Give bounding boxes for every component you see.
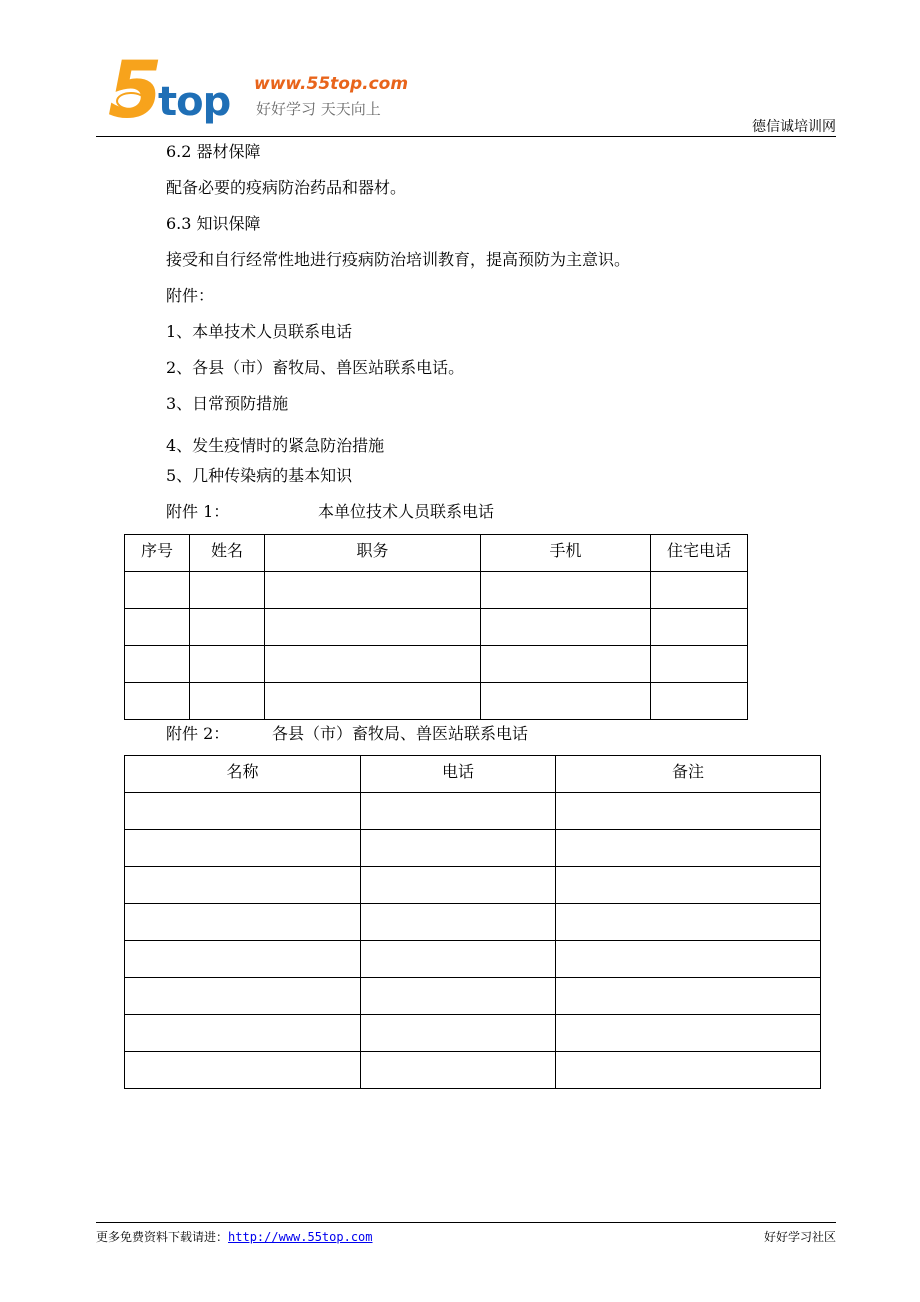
table-cell [481,683,651,720]
table-cell [190,609,265,646]
table-cell [361,941,556,978]
logo-slogan: 好好学习 天天向上 [256,100,381,118]
table-row [125,646,748,683]
table-cell [265,572,481,609]
footer-download-text: 更多免费资料下载请进： [96,1230,229,1244]
table-cell [361,978,556,1015]
table-cell [125,867,361,904]
header-site-name: 德信诚培训网 [752,119,836,135]
table-cell [125,830,361,867]
column-header-mobile: 手机 [481,535,651,572]
table-cell [361,793,556,830]
footer-divider [96,1222,836,1223]
logo-wordmark: top [158,79,231,125]
table-header-row [125,535,748,572]
header-divider [96,136,836,137]
table-cell [361,867,556,904]
table-row [125,1052,821,1089]
table-cell [481,572,651,609]
paragraph-equipment: 配备必要的疫病防治药品和器材。 [166,178,407,197]
table-cell [125,978,361,1015]
table-cell [361,1052,556,1089]
column-header-remarks: 备注 [556,756,821,793]
attachment-item-4: 4、发生疫情时的紧急防治措施 [166,436,385,455]
table-cell [651,646,748,683]
column-header-phone: 电话 [361,756,556,793]
table-cell [265,646,481,683]
table-header-row [125,756,821,793]
section-heading-6-2: 6.2 器材保障 [166,142,261,161]
attachment-item-1: 1、本单技术人员联系电话 [166,322,353,341]
logo-url-text: www.55top.com [254,74,409,94]
table-cell [361,830,556,867]
table-row [125,830,821,867]
table-cell [556,978,821,1015]
column-header-name: 姓名 [190,535,265,572]
table-cell [556,830,821,867]
footer-download-note [96,1228,373,1245]
table-row [125,793,821,830]
paragraph-knowledge: 接受和自行经常性地进行疫病防治培训教育，提高预防为主意识。 [166,250,631,269]
table-cell [265,683,481,720]
column-header-position: 职务 [265,535,481,572]
table-row [125,904,821,941]
table-cell [481,646,651,683]
column-header-home-phone: 住宅电话 [651,535,748,572]
table-cell [556,941,821,978]
site-logo[interactable] [108,46,428,136]
table-cell [556,793,821,830]
table-cell [361,1015,556,1052]
table-cell [556,904,821,941]
table-row [125,683,748,720]
annex1-label: 附件 1： [166,502,230,521]
section-heading-6-3: 6.3 知识保障 [166,214,261,233]
annex2-title: 各县（市）畜牧局、兽医站联系电话 [272,724,529,743]
logo-numeral: 5 [108,46,163,136]
table-row [125,941,821,978]
table-row [125,572,748,609]
column-header-org-name: 名称 [125,756,361,793]
table-cell [125,572,190,609]
table-cell [125,1015,361,1052]
annex2-label: 附件 2： [166,724,230,743]
attachment-item-3: 3、日常预防措施 [166,394,289,413]
logo-ring-icon [116,92,146,110]
attachments-heading: 附件： [166,286,215,305]
table-cell [361,904,556,941]
table-row [125,867,821,904]
table-row [125,1015,821,1052]
footer-community-name: 好好学习社区 [763,1230,836,1244]
table-cell [651,683,748,720]
attachment-item-2: 2、各县（市）畜牧局、兽医站联系电话。 [166,358,465,377]
county-station-contact-table [124,755,821,1089]
table-cell [125,609,190,646]
table-cell [190,646,265,683]
table-cell [125,793,361,830]
table-cell [125,904,361,941]
column-header-index: 序号 [125,535,190,572]
table-cell [265,609,481,646]
table-cell [556,1015,821,1052]
table-cell [125,683,190,720]
table-row [125,609,748,646]
table-row [125,978,821,1015]
table-cell [125,1052,361,1089]
technician-contact-table [124,534,748,720]
table-cell [190,572,265,609]
attachment-item-5: 5、几种传染病的基本知识 [166,466,353,485]
table-cell [190,683,265,720]
table-cell [125,646,190,683]
table-cell [556,867,821,904]
table-cell [556,1052,821,1089]
table-cell [651,572,748,609]
annex1-title: 本单位技术人员联系电话 [318,502,495,521]
footer-site-link[interactable]: http://www.55top.com [228,1230,373,1244]
table-cell [651,609,748,646]
table-cell [125,941,361,978]
table-cell [481,609,651,646]
